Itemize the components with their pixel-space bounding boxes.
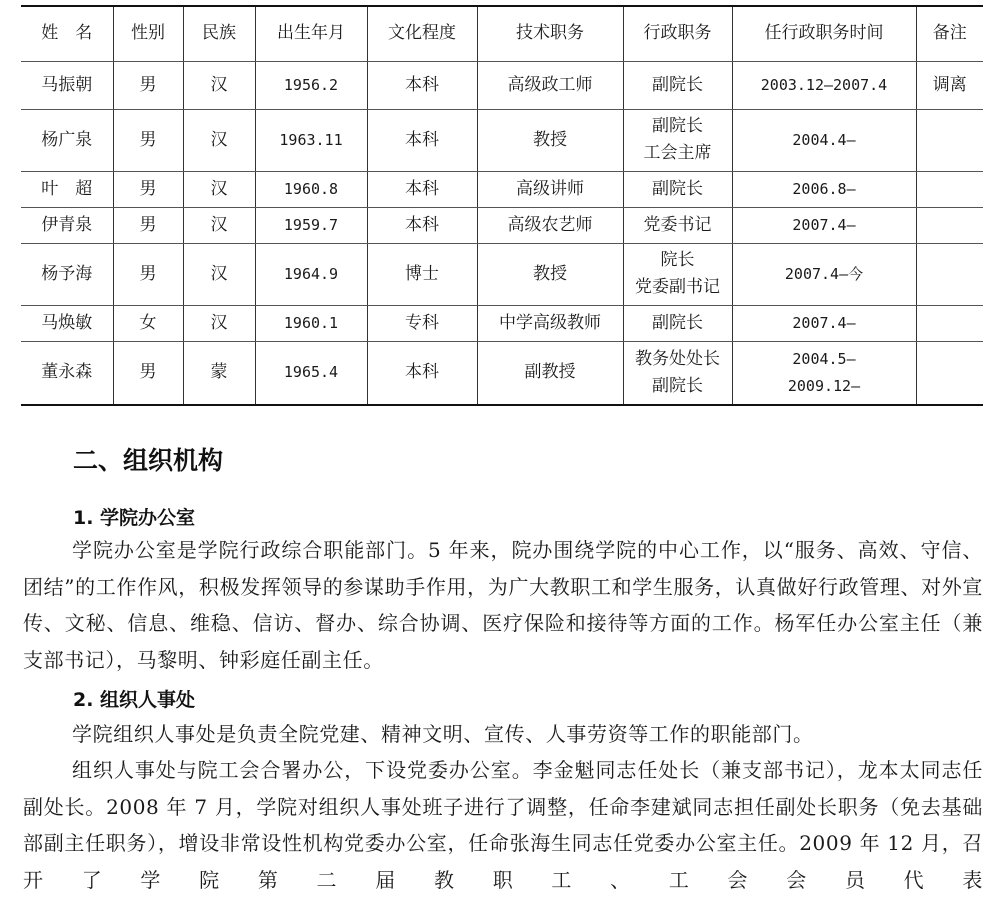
cell-remark xyxy=(916,305,983,341)
header-cell: 民族 xyxy=(183,6,255,61)
paragraph-office: 学院办公室是学院行政综合职能部门。5 年来，院办围绕学院的中心工作，以“服务、高效、守信、团结”的工作作风，积极发挥领导的参谋助手作用，为广大教职工和学生服务，认真做好行政管理、对外宣传、文秘、信息、维稳、信访、督办、综合协调、医疗保险和接待等方面的工作。杨军任办公室主任（兼支部书记），马黎明、钟彩庭任副主任。 xyxy=(23,538,983,672)
table-header-row xyxy=(21,6,983,61)
cell-education: 本科 xyxy=(367,109,477,171)
cell-birth: 1963.11 xyxy=(255,109,367,171)
cell-ethnicity: 汉 xyxy=(183,109,255,171)
header-cell: 文化程度 xyxy=(367,6,477,61)
cell-term xyxy=(732,109,916,171)
cell-admin-title xyxy=(623,61,732,109)
cell-name: 马焕敏 xyxy=(21,305,113,341)
cell-term-line: 2007.4— xyxy=(792,313,856,332)
header-cell: 出生年月 xyxy=(255,6,367,61)
cell-admin-title-line: 工会主席 xyxy=(643,143,712,163)
cell-term-line: 2007.4— xyxy=(792,215,856,234)
header-cell: 姓 名 xyxy=(21,6,113,61)
cell-ethnicity: 蒙 xyxy=(183,341,255,405)
cell-tech-title: 高级农艺师 xyxy=(477,207,623,243)
cell-gender: 男 xyxy=(113,61,183,109)
cell-admin-title xyxy=(623,109,732,171)
cell-ethnicity: 汉 xyxy=(183,305,255,341)
cell-term xyxy=(732,243,916,305)
cell-remark xyxy=(916,243,983,305)
cell-tech-title: 教授 xyxy=(477,243,623,305)
cell-remark: 调离 xyxy=(916,61,983,109)
cell-term-line: 2004.5— xyxy=(792,349,856,368)
cell-remark xyxy=(916,109,983,171)
cell-admin-title-line: 副院长 xyxy=(652,116,703,136)
cell-remark xyxy=(916,171,983,207)
cell-name: 叶 超 xyxy=(21,171,113,207)
cell-name: 伊青泉 xyxy=(21,207,113,243)
cell-admin-title-line: 副院长 xyxy=(652,74,703,95)
cell-name: 杨广泉 xyxy=(21,109,113,171)
cell-education: 本科 xyxy=(367,207,477,243)
paragraph-personnel-intro: 学院组织人事处是负责全院党建、精神文明、宣传、人事劳资等工作的职能部门。 xyxy=(72,722,814,746)
cell-admin-title xyxy=(623,305,732,341)
table-row xyxy=(21,61,983,109)
cell-gender: 女 xyxy=(113,305,183,341)
cell-gender: 男 xyxy=(113,341,183,405)
cell-term xyxy=(732,207,916,243)
cell-education: 专科 xyxy=(367,305,477,341)
cell-term xyxy=(732,305,916,341)
cell-birth: 1960.8 xyxy=(255,171,367,207)
cell-term xyxy=(732,341,916,405)
cell-gender: 男 xyxy=(113,207,183,243)
cell-admin-title-line: 党委副书记 xyxy=(635,277,720,297)
table-row xyxy=(21,109,983,171)
cell-admin-title-line: 院长 xyxy=(660,250,695,270)
header-cell: 技术职务 xyxy=(477,6,623,61)
cell-name: 董永森 xyxy=(21,341,113,405)
cell-tech-title: 高级讲师 xyxy=(477,171,623,207)
header-cell: 任行政职务时间 xyxy=(732,6,916,61)
cell-admin-title xyxy=(623,171,732,207)
cell-birth: 1959.7 xyxy=(255,207,367,243)
subsection-title-personnel: 2. 组织人事处 xyxy=(73,689,196,711)
cell-admin-title xyxy=(623,207,732,243)
cell-education: 本科 xyxy=(367,61,477,109)
section-title: 二、组织机构 xyxy=(73,446,224,475)
cell-gender: 男 xyxy=(113,171,183,207)
cell-admin-title-line: 副院长 xyxy=(652,312,703,333)
paragraph-personnel-detail: 组织人事处与院工会合署办公，下设党委办公室。李金魁同志任处长（兼支部书记），龙本太同志任副处长。2008 年 7 月，学院对组织人事处班子进行了调整，任命李建斌同志担任副处长职务（免去基础部副主任职务），增设非常设性机构党委办公室，任命张海生同志任党委办公室主任。2009 年 12 月，召开了学院第二届教职工、工会会员代表 xyxy=(23,758,983,892)
cell-birth: 1956.2 xyxy=(255,61,367,109)
table-row xyxy=(21,305,983,341)
cell-term-line: 2009.12— xyxy=(787,376,861,395)
cell-name: 马振朝 xyxy=(21,61,113,109)
cell-tech-title: 副教授 xyxy=(477,341,623,405)
cell-name: 杨予海 xyxy=(21,243,113,305)
cell-admin-title-line: 副院长 xyxy=(652,178,703,199)
header-cell: 性别 xyxy=(113,6,183,61)
table-row xyxy=(21,243,983,305)
subsection-title-office: 1. 学院办公室 xyxy=(73,507,196,529)
table-row xyxy=(21,171,983,207)
cell-admin-title-line: 党委书记 xyxy=(643,214,712,235)
cell-birth: 1964.9 xyxy=(255,243,367,305)
cell-tech-title: 中学高级教师 xyxy=(477,305,623,341)
cell-admin-title-line: 副院长 xyxy=(652,375,703,396)
cell-birth: 1960.1 xyxy=(255,305,367,341)
cell-term-line: 2004.4— xyxy=(792,130,856,149)
cell-tech-title: 高级政工师 xyxy=(477,61,623,109)
table-row xyxy=(21,341,983,405)
cell-admin-title xyxy=(623,243,732,305)
header-cell: 行政职务 xyxy=(623,6,732,61)
table-row xyxy=(21,207,983,243)
cell-term-line: 2006.8— xyxy=(792,179,856,198)
cell-remark xyxy=(916,207,983,243)
cell-gender: 男 xyxy=(113,243,183,305)
cell-term-line: 2007.4—今 xyxy=(784,264,864,283)
cell-education: 本科 xyxy=(367,171,477,207)
cell-term xyxy=(732,61,916,109)
header-cell: 备注 xyxy=(916,6,983,61)
cell-admin-title xyxy=(623,341,732,405)
cell-ethnicity: 汉 xyxy=(183,243,255,305)
cell-education: 本科 xyxy=(367,341,477,405)
cell-education: 博士 xyxy=(367,243,477,305)
leadership-table xyxy=(21,5,983,406)
cell-ethnicity: 汉 xyxy=(183,61,255,109)
cell-gender: 男 xyxy=(113,109,183,171)
cell-tech-title: 教授 xyxy=(477,109,623,171)
cell-remark xyxy=(916,341,983,405)
cell-term xyxy=(732,171,916,207)
cell-ethnicity: 汉 xyxy=(183,207,255,243)
cell-ethnicity: 汉 xyxy=(183,171,255,207)
cell-term-line: 2003.12—2007.4 xyxy=(760,75,888,94)
cell-admin-title-line: 教务处处长 xyxy=(635,348,720,369)
cell-birth: 1965.4 xyxy=(255,341,367,405)
